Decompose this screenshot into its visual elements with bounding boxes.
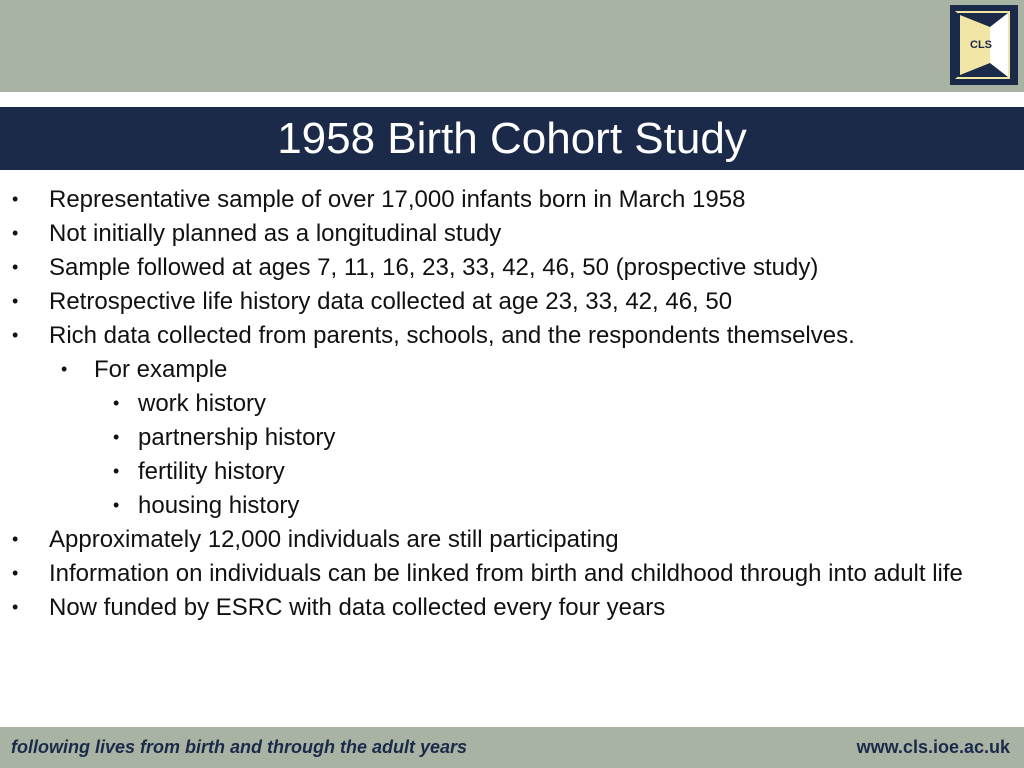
bullet-item <box>0 356 1024 390</box>
bullet-text: Information on individuals can be linked from birth and childhood through into adult life <box>49 560 963 587</box>
bullet-dot-icon: • <box>12 597 19 617</box>
bullet-text: Now funded by ESRC with data collected every four years <box>49 594 666 621</box>
bullet-text: For example <box>94 356 228 383</box>
cls-logo-icon <box>950 5 1018 85</box>
bullet-dot-icon: • <box>113 495 120 515</box>
bullet-text: fertility history <box>138 458 285 485</box>
bullet-item <box>0 424 1024 458</box>
bullet-text: work history <box>138 390 267 417</box>
bullet-dot-icon: • <box>12 529 19 549</box>
bullet-dot-icon: • <box>113 427 120 447</box>
bullet-item <box>0 220 1024 254</box>
bullet-item <box>0 458 1024 492</box>
logo-text: CLS <box>970 39 992 51</box>
header-band <box>0 0 1024 92</box>
bullet-dot-icon: • <box>12 189 19 209</box>
bullet-item <box>0 186 1024 220</box>
bullet-dot-icon: • <box>12 563 19 583</box>
bullet-item <box>0 288 1024 322</box>
bullet-text: housing history <box>138 492 300 519</box>
footer-tagline: following lives from birth and through the adult years <box>11 737 468 757</box>
bullet-item <box>0 390 1024 424</box>
bullet-dot-icon: • <box>113 461 120 481</box>
bullet-text: Sample followed at ages 7, 11, 16, 23, 33, 42, 46, 50 (prospective study) <box>49 254 819 281</box>
bullet-text: Not initially planned as a longitudinal study <box>49 220 502 247</box>
bullet-text: Retrospective life history data collected at age 23, 33, 42, 46, 50 <box>49 288 733 315</box>
bullet-text: Representative sample of over 17,000 infants born in March 1958 <box>49 186 746 213</box>
bullet-item <box>0 526 1024 560</box>
footer <box>0 727 1024 768</box>
footer-url: www.cls.ioe.ac.uk <box>856 737 1010 757</box>
bullet-item <box>0 560 1024 594</box>
slide-title: 1958 Birth Cohort Study <box>277 113 747 163</box>
bullet-item <box>0 254 1024 288</box>
bullet-text: Approximately 12,000 individuals are still participating <box>49 526 619 553</box>
bullet-item <box>0 492 1024 526</box>
bullet-list <box>0 186 1024 628</box>
bullet-item <box>0 594 1024 628</box>
bullet-text: partnership history <box>138 424 336 451</box>
bullet-dot-icon: • <box>12 223 19 243</box>
bullet-item <box>0 322 1024 356</box>
title-band <box>0 107 1024 170</box>
bullet-dot-icon: • <box>12 325 19 345</box>
bullet-text: Rich data collected from parents, schools, and the respondents themselves. <box>49 322 855 349</box>
bullet-dot-icon: • <box>12 257 19 277</box>
bullet-dot-icon: • <box>113 393 120 413</box>
bullet-dot-icon: • <box>61 359 68 379</box>
bullet-dot-icon: • <box>12 291 19 311</box>
